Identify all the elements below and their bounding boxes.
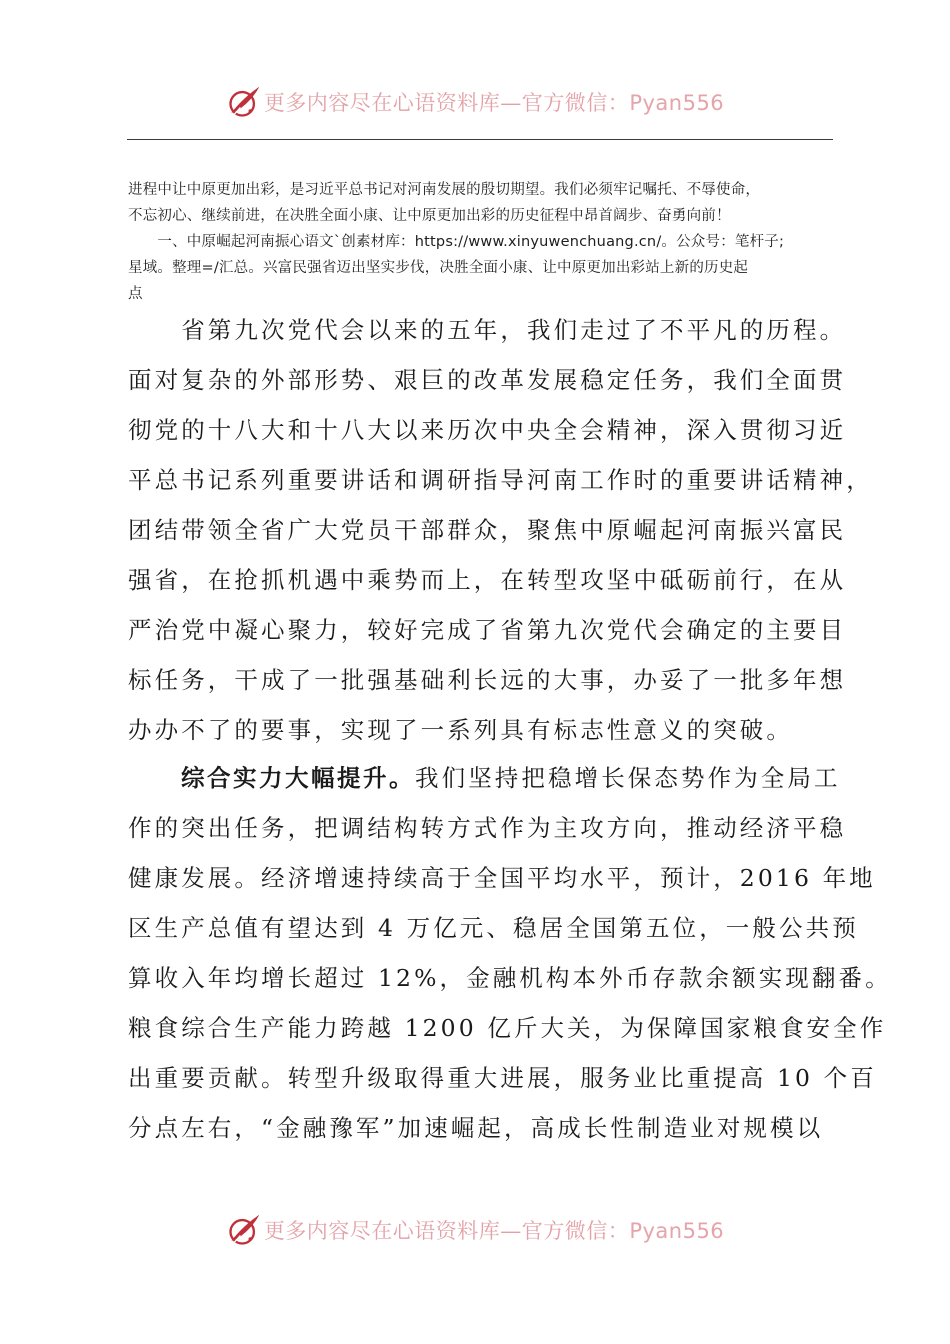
paragraph-line: 分点左右，“金融豫军”加速崛起，高成长性制造业对规模以 <box>128 1114 824 1142</box>
paragraph-heading: 综合实力大幅提升。 <box>181 764 415 792</box>
intro-line: 点 <box>128 286 143 302</box>
quill-pen-logo-icon <box>226 1212 262 1248</box>
paragraph-line: 严治党中凝心聚力，较好完成了省第九次党代会确定的主要目 <box>128 616 847 644</box>
quill-pen-logo-icon <box>226 84 262 120</box>
footer-banner-cn: 更多内容尽在心语资料库—官方微信： <box>263 1219 630 1243</box>
footer-banner-text <box>264 1215 724 1245</box>
intro-line: 星域。整理=/汇总。兴富民强省迈出坚实步伐，决胜全面小康、让中原更加出彩站上新的历史起 <box>128 260 749 276</box>
paragraph-line: 省第九次党代会以来的五年，我们走过了不平凡的历程。 <box>128 316 847 344</box>
header-rule <box>127 139 833 140</box>
paragraph-line: 作的突出任务，把调结构转方式作为主攻方向，推动经济平稳 <box>128 814 847 842</box>
paragraph-line: 办办不了的要事，实现了一系列具有标志性意义的突破。 <box>128 716 793 744</box>
paragraph-line: 粮食综合生产能力跨越 1200 亿斤大关，为保障国家粮食安全作 <box>128 1014 887 1042</box>
paragraph-line: 出重要贡献。转型升级取得重大进展，服务业比重提高 10 个百 <box>128 1064 877 1092</box>
intro-line: 进程中让中原更加出彩，是习近平总书记对河南发展的殷切期望。我们必须牢记嘱托、不辱使命， <box>128 182 761 198</box>
paragraph-line-rest: 我们坚持把稳增长保态势作为全局工 <box>415 764 841 792</box>
paragraph-line: 算收入年均增长超过 12%，金融机构本外币存款余额实现翻番。 <box>128 964 892 992</box>
paragraph-line: 健康发展。经济增速持续高于全国平均水平，预计，2016 年地 <box>128 864 876 892</box>
paragraph-line: 标任务，干成了一批强基础利长远的大事，办妥了一批多年想 <box>128 666 847 694</box>
intro-line: 一、中原崛起河南振心语文`创素材库：https://www.xinyuwenchuang.cn/。公众号：笔杆子; <box>128 234 785 250</box>
header-banner-cn: 更多内容尽在心语资料库—官方微信： <box>263 91 630 115</box>
footer-banner-wechat-id: Pyan556 <box>629 1219 725 1243</box>
header-banner-wechat-id: Pyan556 <box>629 91 725 115</box>
footer-banner <box>0 1208 950 1252</box>
paragraph-line: 平总书记系列重要讲话和调研指导河南工作时的重要讲话精神， <box>128 466 873 494</box>
intro-line: 不忘初心、继续前进，在决胜全面小康、让中原更加出彩的历史征程中昂首阔步、奋勇向前！ <box>128 208 731 224</box>
paragraph-line: 区生产总值有望达到 4 万亿元、稳居全国第五位，一般公共预 <box>128 914 859 942</box>
paragraph-line: 彻党的十八大和十八大以来历次中央全会精神，深入贯彻习近 <box>128 416 847 444</box>
header-banner-text <box>264 87 724 117</box>
paragraph-overall-strength <box>128 753 892 1153</box>
paragraph-first-line <box>128 753 841 803</box>
header-banner <box>0 80 950 124</box>
paragraph-line: 强省，在抢抓机遇中乘势而上，在转型攻坚中砥砺前行，在从 <box>128 566 847 594</box>
paragraph-line: 面对复杂的外部形势、艰巨的改革发展稳定任务，我们全面贯 <box>128 366 847 394</box>
paragraph-five-years <box>128 305 873 755</box>
paragraph-line: 团结带领全省广大党员干部群众，聚焦中原崛起河南振兴富民 <box>128 516 847 544</box>
intro-text-block <box>128 177 840 307</box>
